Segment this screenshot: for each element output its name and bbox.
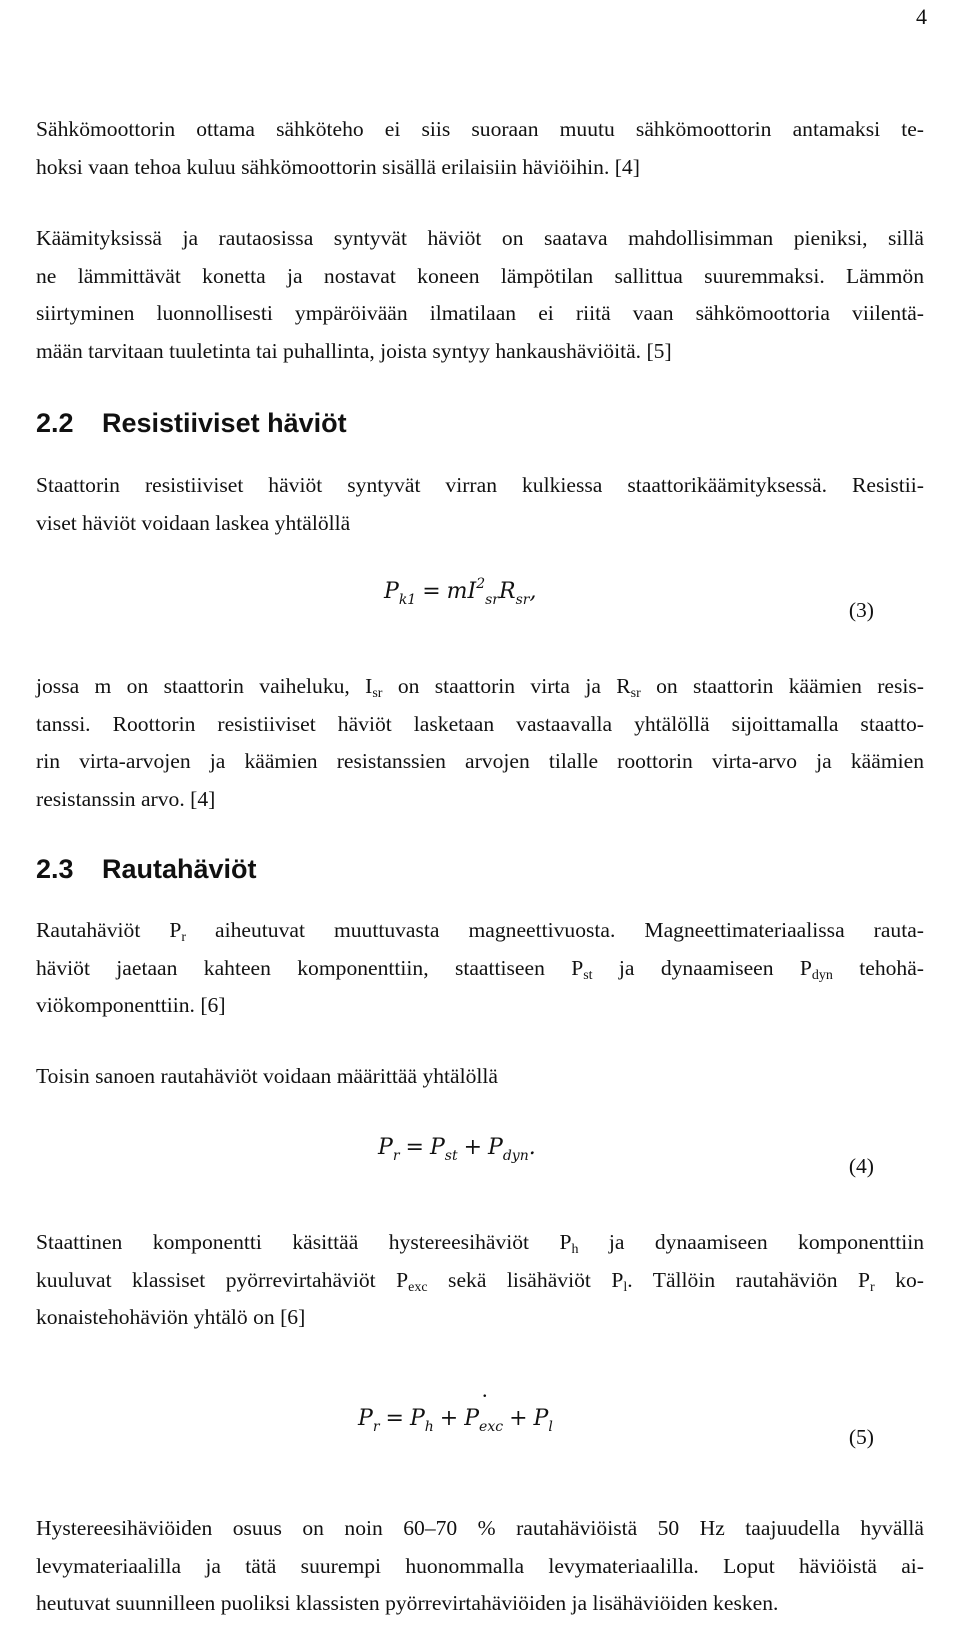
text-line: Hystereesihäviöiden osuus on noin 60–70 % rautahäviöistä 50 Hz taajuudella hyvällä: [36, 1516, 924, 1540]
equation-number: (5): [848, 1425, 874, 1449]
text-line: viset häviöt voidaan laskea yhtälöllä: [36, 510, 351, 535]
section-title: Resistiiviset häviöt: [102, 408, 347, 438]
paragraph-iron-losses: [36, 912, 924, 1025]
text-line: Staattorin resistiiviset häviöt syntyvät virran kulkiessa staattorikäämityksessä. Resistii-: [36, 473, 924, 497]
section-title: Rautahäviöt: [102, 854, 257, 884]
text-line: jossa m on staattorin vaiheluku, $I_{sr}$ on staattorin virta ja $R_{sr}$ on staattorin käämien resis-: [36, 674, 924, 701]
text-line: resistanssin arvo. [4]: [36, 786, 216, 811]
equation-number: (4): [848, 1154, 874, 1178]
text-line: siirtyminen luonnollisesti ympäröivään ilmatilaan ei riitä vaan sähkömoottoria viilentä-: [36, 301, 924, 325]
paragraph-intro: [36, 111, 924, 186]
text-line: Rautahäviöt $P_r$ aiheutuvat muuttuvasta magneettivuosta. Magneettimateriaalissa rauta-: [36, 918, 924, 945]
text-line: heutuvat suunnilleen puoliksi klassisten pyörrevirtahäviöiden ja lisähäviöiden kesken.: [36, 1591, 779, 1615]
section-number: 2.3: [36, 854, 74, 884]
page-number: 4: [916, 4, 927, 29]
text-line: levymateriaalilla ja tätä suurempi huonommalla levymateriaalilla. Loput häviöistä ai-: [36, 1553, 924, 1578]
text-line: rin virta-arvojen ja käämien resistanssien arvojen tilalle roottorin virta-arvo ja käämien: [36, 749, 924, 773]
section-number: 2.2: [36, 408, 74, 438]
text-line: mään tarvitaan tuuletinta tai puhallinta, joista syntyy hankaushäviöitä. [5]: [36, 338, 672, 363]
text-line: tanssi. Roottorin resistiiviset häviöt lasketaan vastaavalla yhtälöllä sijoittamalla staatto-: [36, 711, 924, 736]
text-line: Sähkömoottorin ottama sähköteho ei siis suoraan muutu sähkömoottorin antamaksi te-: [36, 117, 924, 141]
paragraph-hysteresis: [36, 1510, 924, 1623]
paragraph-iron-equation: [36, 1058, 924, 1096]
paragraph-losses: [36, 220, 924, 370]
text-line: Staattinen komponentti käsittää hystereesihäviöt $P_h$ ja dynaamiseen komponenttiin: [36, 1230, 924, 1257]
equation-formula: $P_{k1} = mI^2_{sr}R_{sr}$,: [384, 576, 537, 608]
equation-number: (3): [848, 598, 874, 622]
text-line: konaistehohäviön yhtälö on [6]: [36, 1305, 306, 1329]
text-line: häviöt jaetaan kahteen komponenttiin, staattiseen $P_{st}$ ja dynaamiseen $P_{dyn}$ tehohä-: [36, 955, 924, 983]
paragraph-stator: [36, 668, 924, 818]
stray-dot: .: [482, 1377, 488, 1402]
section-heading-2-3: [36, 852, 257, 886]
text-line: Toisin sanoen rautahäviöt voidaan määrittää yhtälöllä: [36, 1064, 498, 1088]
equation-formula: $P_r = P_{st} + P_{dyn}$.: [378, 1135, 536, 1164]
equation-formula: $P_r = P_h + P_{exc} + P_l$: [358, 1406, 553, 1435]
equation-5: [36, 1404, 924, 1452]
paragraph-components: [36, 1224, 924, 1337]
text-line: Käämityksissä ja rautaosissa syntyvät häviöt on saatava mahdollisimman pieniksi, sillä: [36, 226, 924, 250]
text-line: viökomponenttiin. [6]: [36, 993, 226, 1017]
text-line: kuuluvat klassiset pyörrevirtahäviöt $P_{exc}$ sekä lisähäviöt $P_l$. Tällöin rautahäviön $P_r$ ko-: [36, 1267, 924, 1295]
paragraph-resistive: [36, 467, 924, 542]
section-heading-2-2: [36, 406, 347, 440]
text-line: hoksi vaan tehoa kuluu sähkömoottorin sisällä erilaisiin häviöihin. [4]: [36, 154, 640, 179]
equation-3: [36, 577, 924, 625]
document-page: [36, 0, 927, 1631]
text-line: ne lämmittävät konetta ja nostavat koneen lämpötilan sallittua suuremmaksi. Lämmön: [36, 263, 924, 288]
equation-4: [36, 1133, 924, 1181]
